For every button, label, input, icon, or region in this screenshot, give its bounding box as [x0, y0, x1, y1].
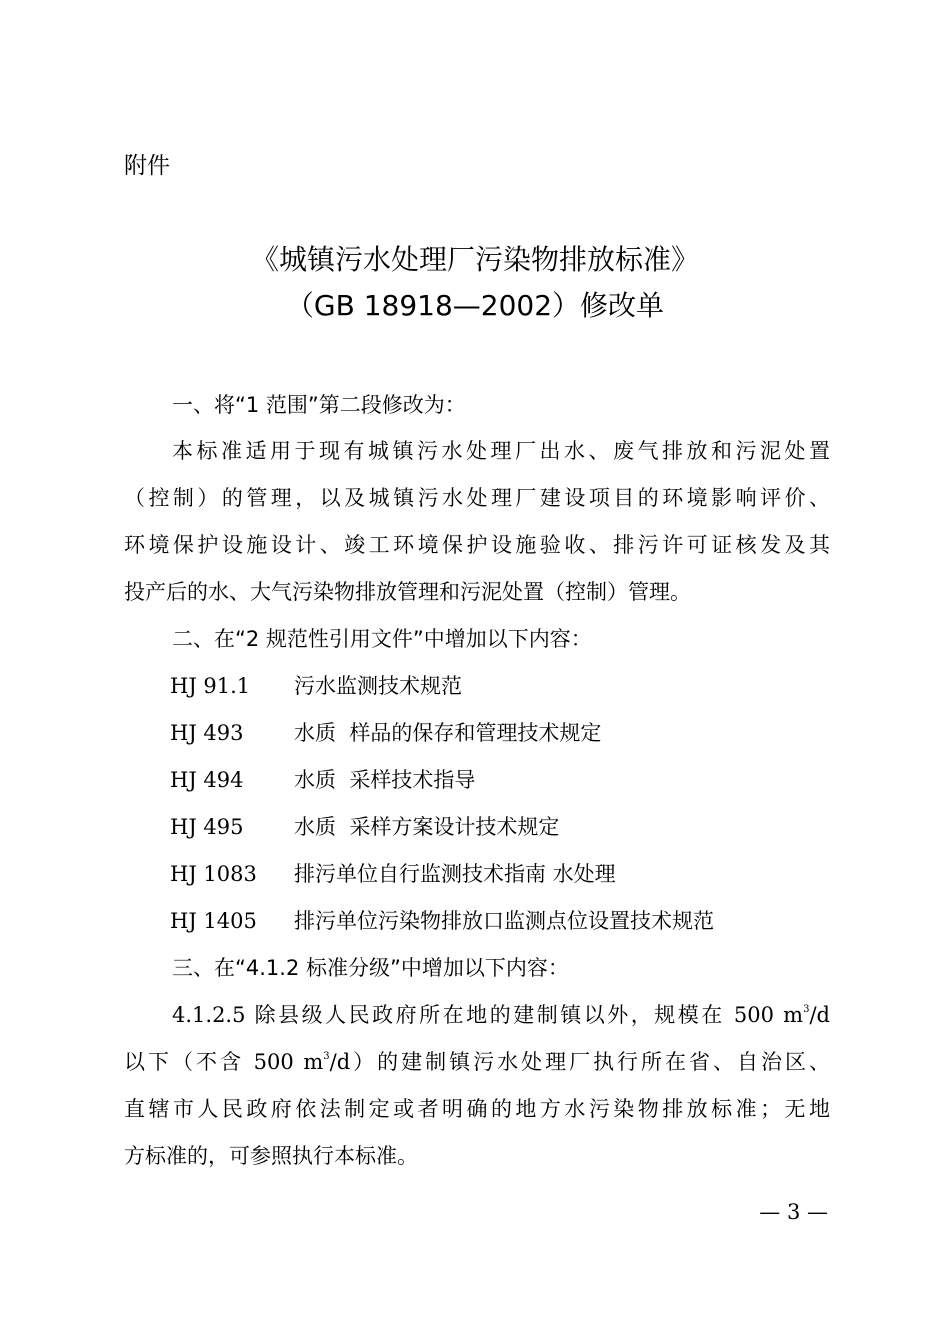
attachment-label: 附件: [124, 153, 170, 179]
section-3-line: [172, 1000, 830, 1030]
section-3-text: /d）的建制镇污水处理厂执行所在省、自治区、: [329, 1050, 830, 1074]
reference-name: 水质 采样方案设计技术规定: [294, 815, 560, 839]
section-1-line: （控制）的管理，以及城镇污水处理厂建设项目的环境影响评价、: [124, 486, 830, 510]
reference-name: 水质 采样技术指导: [294, 768, 476, 792]
superscript: 3: [803, 1004, 810, 1015]
reference-name: 排污单位自行监测技术指南 水处理: [294, 862, 616, 886]
section-3-line: [124, 1047, 830, 1077]
reference-code: HJ 494: [170, 768, 244, 792]
section-3-text: /d: [809, 1003, 830, 1027]
reference-code: HJ 1083: [170, 862, 257, 886]
section-3-text: 以下（不含 500 m: [124, 1050, 324, 1074]
page-number: — 3 —: [759, 1200, 828, 1224]
reference-name: 排污单位污染物排放口监测点位设置技术规范: [294, 909, 714, 933]
section-3-heading: 三、在“4.1.2 标准分级”中增加以下内容：: [172, 956, 569, 980]
section-2-heading: 二、在“2 规范性引用文件”中增加以下内容：: [172, 627, 592, 651]
document-title: 《城镇污水处理厂污染物排放标准》: [250, 243, 699, 276]
reference-code: HJ 91.1: [170, 674, 251, 698]
reference-code: HJ 1405: [170, 909, 257, 933]
section-3-line: 直辖市人民政府依法制定或者明确的地方水污染物排放标准；无地: [124, 1097, 830, 1121]
document-subtitle: （GB 18918—2002）修改单: [285, 289, 665, 322]
reference-name: 污水监测技术规范: [294, 674, 462, 698]
section-1-line: 环境保护设施设计、竣工环境保护设施验收、排污许可证核发及其: [124, 533, 830, 557]
section-1-line: 本标准适用于现有城镇污水处理厂出水、废气排放和污泥处置: [172, 439, 830, 463]
section-1-heading: 一、将“1 范围”第二段修改为：: [172, 393, 466, 417]
section-3-text: 4.1.2.5 除县级人民政府所在地的建制镇以外，规模在 500 m: [172, 1003, 804, 1027]
section-1-line: 投产后的水、大气污染物排放管理和污泥处置（控制）管理。: [124, 580, 691, 604]
reference-code: HJ 493: [170, 721, 244, 745]
reference-code: HJ 495: [170, 815, 244, 839]
reference-name: 水质 样品的保存和管理技术规定: [294, 721, 602, 745]
superscript: 3: [323, 1051, 330, 1062]
section-3-line: 方标准的，可参照执行本标准。: [124, 1144, 418, 1168]
